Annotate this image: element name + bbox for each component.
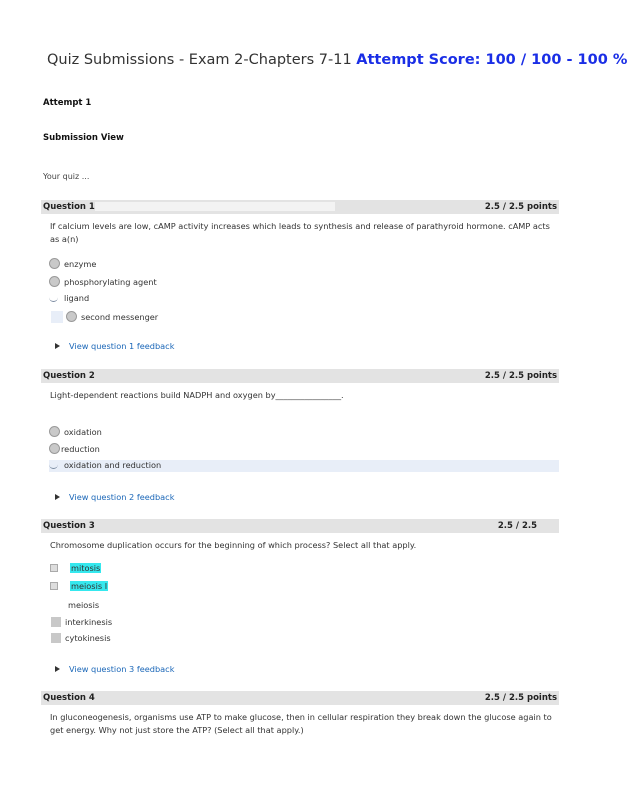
radio-icon[interactable] bbox=[49, 426, 60, 437]
intro-text: Your quiz ... bbox=[43, 172, 90, 181]
question-title: Question 1 bbox=[43, 202, 95, 212]
option-label: ligand bbox=[64, 293, 90, 303]
feedback-label[interactable]: View question 3 feedback bbox=[69, 664, 175, 674]
option-label: mitosis bbox=[71, 563, 101, 573]
question-header bbox=[41, 369, 559, 383]
checkbox-icon[interactable] bbox=[51, 633, 61, 643]
question-title: Question 4 bbox=[43, 693, 95, 703]
radio-icon[interactable] bbox=[66, 311, 77, 322]
expand-triangle-icon bbox=[55, 666, 60, 672]
radio-icon[interactable] bbox=[49, 443, 60, 454]
answer-option[interactable] bbox=[49, 258, 96, 269]
feedback-link[interactable] bbox=[55, 664, 174, 674]
option-label: oxidation bbox=[64, 426, 102, 437]
question-title: Question 3 bbox=[43, 521, 95, 531]
selected-radio-icon[interactable] bbox=[49, 295, 58, 302]
feedback-link[interactable] bbox=[55, 492, 174, 502]
answer-option[interactable] bbox=[68, 600, 99, 610]
question-text: Light-dependent reactions build NADPH and oxygen by________________. bbox=[50, 390, 344, 400]
option-label: oxidation and reduction bbox=[64, 460, 162, 470]
answer-option[interactable] bbox=[49, 276, 157, 287]
feedback-link[interactable] bbox=[55, 341, 174, 351]
quiz-title: Quiz Submissions - Exam 2-Chapters 7-11 bbox=[47, 52, 352, 68]
answer-option[interactable] bbox=[51, 617, 112, 627]
answer-option[interactable] bbox=[50, 581, 108, 591]
question-title: Question 2 bbox=[43, 371, 95, 381]
question-points: 2.5 / 2.5 points bbox=[484, 371, 557, 381]
question-points: 2.5 / 2.5 points bbox=[484, 202, 557, 212]
answer-option[interactable] bbox=[49, 426, 102, 437]
checkbox-icon[interactable] bbox=[50, 564, 58, 572]
answer-option[interactable] bbox=[49, 293, 89, 303]
redaction bbox=[90, 170, 230, 181]
expand-triangle-icon bbox=[55, 343, 60, 349]
question-text: If calcium levels are low, cAMP activity increases which leads to synthesis and release of parathyroid hormone. cAMP acts as a(n) bbox=[50, 221, 550, 244]
attempt-label: Attempt 1 bbox=[43, 98, 92, 108]
answer-option[interactable] bbox=[49, 443, 100, 454]
attempt-score: Attempt Score: 100 / 100 - 100 % bbox=[356, 52, 627, 68]
option-label: meiosis I bbox=[71, 581, 108, 591]
answer-option[interactable] bbox=[49, 460, 161, 470]
question-text: Chromosome duplication occurs for the beginning of which process? Select all that apply. bbox=[50, 540, 417, 550]
checkbox-icon[interactable] bbox=[51, 617, 61, 627]
question-points: 2.5 / 2.5 points bbox=[484, 693, 557, 703]
question-points: 2.5 / 2.5 bbox=[497, 521, 537, 531]
answer-option[interactable] bbox=[50, 563, 101, 573]
checkbox-icon[interactable] bbox=[50, 582, 58, 590]
question-header bbox=[41, 519, 559, 533]
radio-icon[interactable] bbox=[49, 258, 60, 269]
expand-triangle-icon bbox=[55, 494, 60, 500]
radio-icon[interactable] bbox=[49, 276, 60, 287]
feedback-label[interactable]: View question 1 feedback bbox=[69, 341, 175, 351]
question-text: In gluconeogenesis, organisms use ATP to make glucose, then in cellular respiration they break down the glucose again to get energy. Why not just store the ATP? (Select all that apply.) bbox=[50, 712, 552, 735]
page-title bbox=[47, 52, 627, 68]
option-label: phosphorylating agent bbox=[64, 276, 157, 287]
highlight-marker bbox=[51, 311, 63, 323]
answer-option[interactable] bbox=[66, 311, 158, 322]
redaction bbox=[95, 202, 335, 211]
option-label: second messenger bbox=[81, 311, 159, 322]
option-label: cytokinesis bbox=[65, 633, 111, 643]
question-header bbox=[41, 691, 559, 705]
feedback-label[interactable]: View question 2 feedback bbox=[69, 492, 175, 502]
option-label: enzyme bbox=[64, 258, 97, 269]
answer-option[interactable] bbox=[51, 633, 111, 643]
option-label: interkinesis bbox=[65, 617, 113, 627]
option-label: reduction bbox=[61, 443, 100, 454]
submission-view-label: Submission View bbox=[43, 133, 124, 143]
selected-radio-icon[interactable] bbox=[49, 462, 58, 469]
option-label: meiosis bbox=[68, 600, 100, 610]
